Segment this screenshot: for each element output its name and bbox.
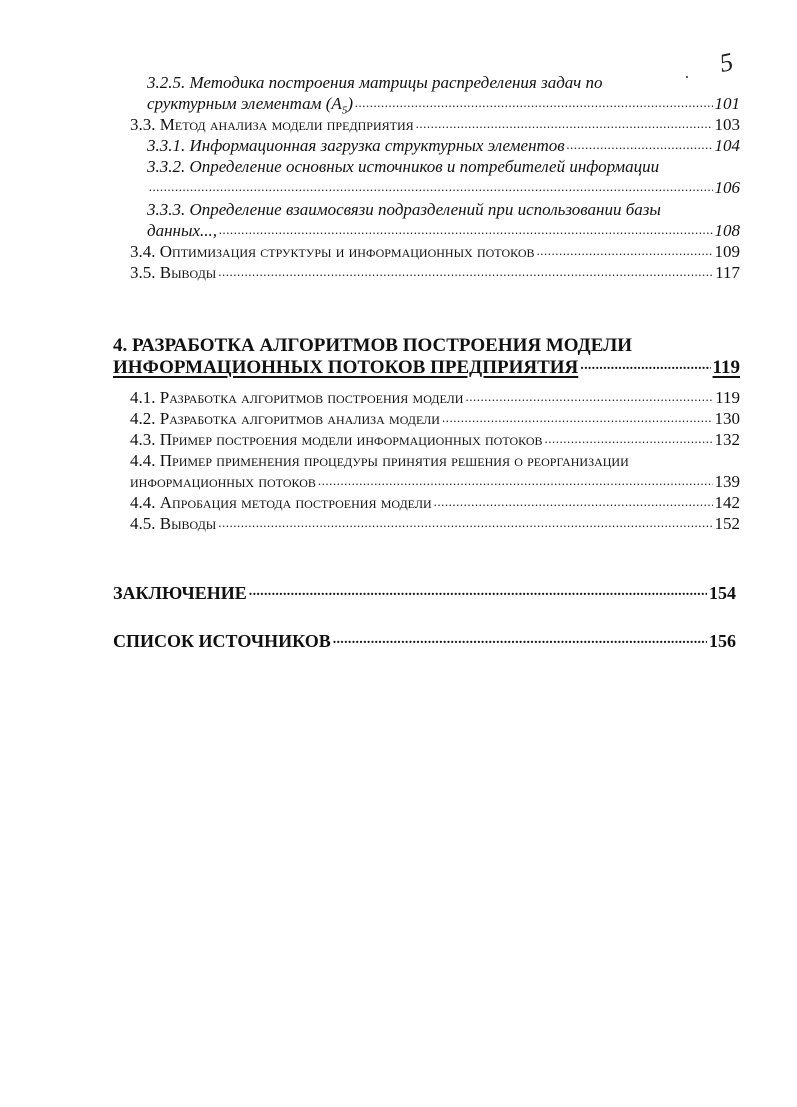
toc-entry-title: 4.4. Апробация метода построения модели <box>130 493 432 512</box>
toc-page-number: 108 <box>714 221 740 240</box>
toc-entry-references[interactable] <box>113 630 736 652</box>
scan-speck <box>686 76 688 78</box>
leader-dots <box>567 137 713 151</box>
toc-entry-title: ЗАКЛЮЧЕНИЕ <box>113 583 247 603</box>
toc-entry-4-1[interactable] <box>130 387 740 408</box>
toc-entry-3-4[interactable] <box>130 241 740 262</box>
toc-entry-title: 3.3. Метод анализа модели предприятия <box>130 115 414 134</box>
toc-entry-title: сруктурным элементам $(A_5)$ <box>147 94 353 117</box>
toc-entry-3-3-2-line1: 3.3.2. Определение основных источников и потребителей информации <box>147 157 660 176</box>
toc-entry-3-2-5-line1: 3.2.5. Методика построения матрицы распределения задач по <box>147 73 603 92</box>
leader-dots <box>355 95 713 109</box>
toc-entry-3-3[interactable] <box>130 114 740 135</box>
toc-entry-title: СПИСОК ИСТОЧНИКОВ <box>113 631 331 651</box>
toc-page-number: 154 <box>709 583 736 603</box>
leader-dots <box>434 494 713 508</box>
toc-entry-title: 4.1. Разработка алгоритмов построения модели <box>130 388 464 407</box>
toc-entry-4-3[interactable] <box>130 429 740 450</box>
leader-dots <box>149 179 713 193</box>
chapter-4-heading-line1: 4. РАЗРАБОТКА АЛГОРИТМОВ ПОСТРОЕНИЯ МОДЕЛИ <box>113 335 633 356</box>
handwritten-page-number: 5 <box>717 46 736 79</box>
leader-dots <box>218 264 713 278</box>
leader-dots <box>333 633 707 647</box>
leader-dots <box>545 431 713 445</box>
leader-dots <box>537 243 713 257</box>
toc-page-number: 101 <box>714 94 740 113</box>
toc-page-number: 156 <box>709 631 736 651</box>
toc-entry-3-3-3[interactable] <box>147 220 740 241</box>
leader-dots <box>416 116 713 130</box>
toc-page-number: 139 <box>714 472 740 491</box>
leader-dots <box>218 515 712 529</box>
toc-entry-title: 3.4. Оптимизация структуры и информационных потоков <box>130 242 535 261</box>
toc-entry-title: 3.3.1. Информационная загрузка структурных элементов <box>147 136 565 155</box>
toc-entry-3-3-3-line1: 3.3.3. Определение взаимосвязи подразделений при использовании базы <box>147 200 661 219</box>
toc-entry-title: 3.5. Выводы <box>130 263 217 282</box>
toc-page-number: 130 <box>714 409 740 428</box>
toc-entry-3-3-1[interactable] <box>147 135 740 156</box>
toc-entry-4-2[interactable] <box>130 408 740 429</box>
leader-dots <box>249 585 707 599</box>
toc-page-number: 117 <box>715 263 740 282</box>
toc-page-number: 152 <box>714 514 740 533</box>
toc-entry-3-5[interactable] <box>130 262 740 283</box>
leader-dots <box>318 473 713 487</box>
toc-entry-title: информационных потоков <box>130 472 316 491</box>
leader-dots <box>219 222 712 236</box>
toc-page-number: 109 <box>714 242 740 261</box>
toc-entry-4-4b[interactable] <box>130 492 740 513</box>
toc-entry-4-5[interactable] <box>130 513 740 534</box>
chapter-4-entry[interactable] <box>113 357 740 379</box>
toc-page-number: 142 <box>714 493 740 512</box>
toc-entry-title: 4.5. Выводы <box>130 514 217 533</box>
leader-dots <box>580 359 710 373</box>
toc-page-number: 119 <box>712 357 740 378</box>
toc-page-number: 132 <box>714 430 740 449</box>
chapter-title: ИНФОРМАЦИОННЫХ ПОТОКОВ ПРЕДПРИЯТИЯ <box>113 357 579 378</box>
toc-page-number: 104 <box>714 136 740 155</box>
toc-entry-title: 4.2. Разработка алгоритмов анализа модели <box>130 409 440 428</box>
toc-entry-title: данных..., <box>147 221 218 240</box>
leader-dots <box>442 410 713 424</box>
toc-entry-4-4a[interactable] <box>130 471 740 492</box>
toc-entry-conclusion[interactable] <box>113 582 736 604</box>
toc-page-number: 103 <box>714 115 740 134</box>
leader-dots <box>465 389 713 403</box>
toc-entry-4-4a-line1: 4.4. Пример применения процедуры принятия решения о реорганизации <box>130 451 629 470</box>
toc-entry-title: 4.3. Пример построения модели информационных потоков <box>130 430 543 449</box>
toc-entry-3-3-2[interactable] <box>147 177 740 198</box>
toc-page-number: 119 <box>715 388 740 407</box>
toc-page-number: 106 <box>714 178 740 197</box>
